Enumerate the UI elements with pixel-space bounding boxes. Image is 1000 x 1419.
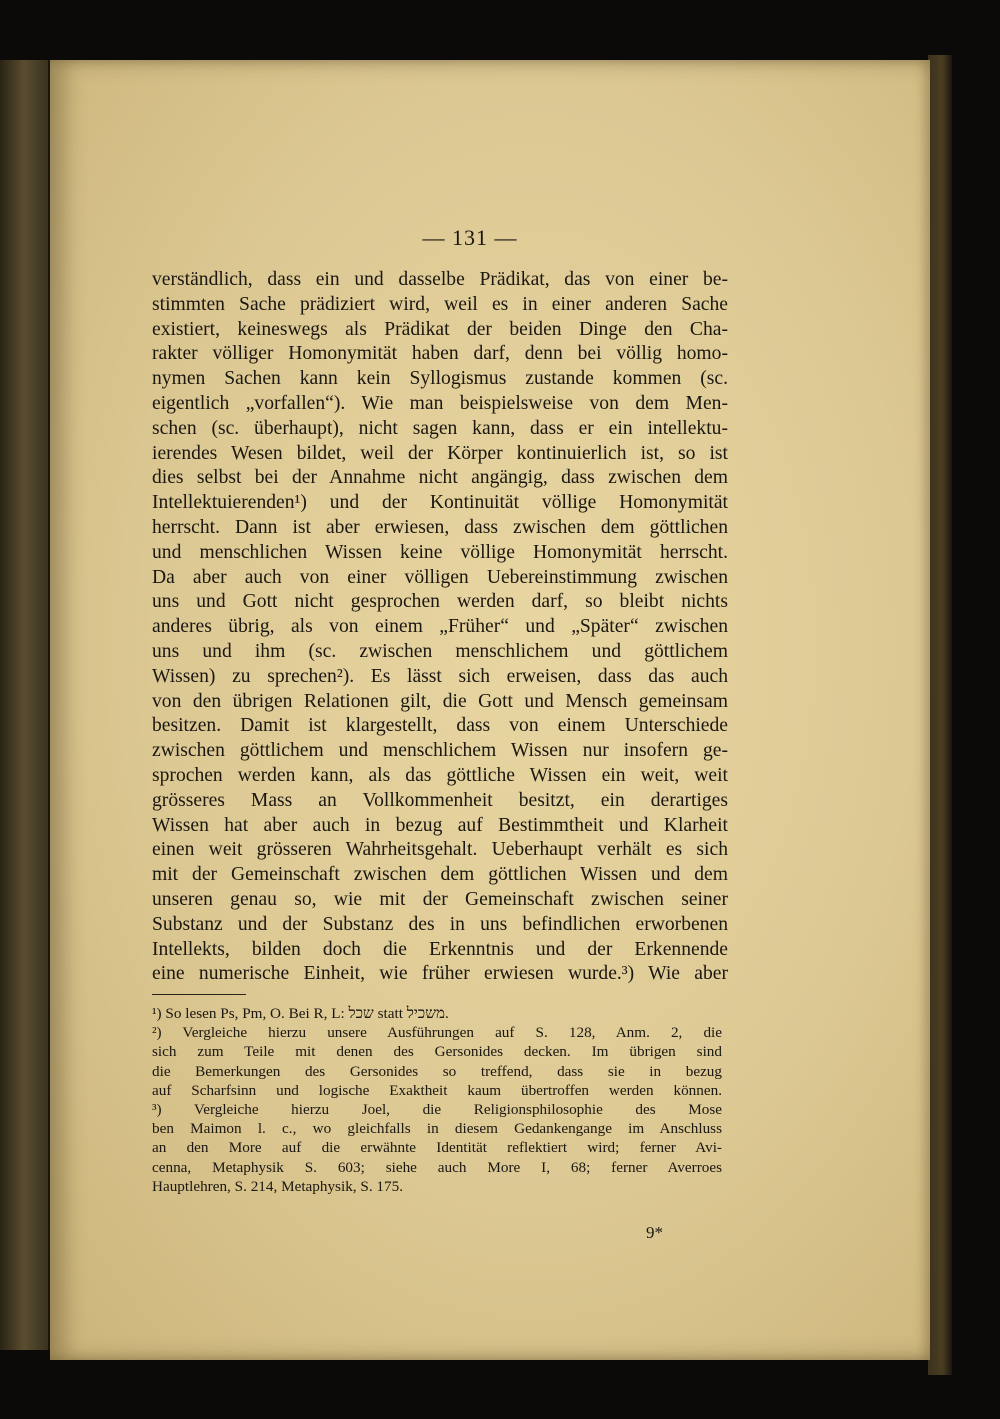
- body-line: Intellekts, bilden doch die Erkenntnis und der Erkennende: [152, 938, 728, 960]
- footnote-line: ben Maimon l. c., wo gleichfalls in diesem Gedankengange im Anschluss: [152, 1120, 722, 1138]
- body-line: und menschlichen Wissen keine völlige Homonymität herrscht.: [152, 541, 728, 563]
- body-line: uns und ihm (sc. zwischen menschlichem und göttlichem: [152, 640, 728, 662]
- body-line: schen (sc. überhaupt), nicht sagen kann, dass er ein intellektu-: [152, 417, 728, 439]
- body-line: sprochen werden kann, als das göttliche Wissen ein weit, weit: [152, 764, 728, 786]
- body-line: dies selbst bei der Annahme nicht angängig, dass zwischen dem: [152, 467, 728, 489]
- footnote-divider: [152, 994, 246, 995]
- body-line: ierendes Wesen bildet, weil der Körper kontinuierlich ist, so ist: [152, 442, 728, 464]
- footnote-line: an den More auf die erwähnte Identität reflektiert wird; ferner Avi-: [152, 1139, 722, 1157]
- body-line: von den übrigen Relationen gilt, die Gott und Mensch gemeinsam: [152, 690, 728, 712]
- body-line: existiert, keineswegs als Prädikat der beiden Dinge den Cha-: [152, 318, 728, 340]
- footnote-line: cenna, Metaphysik S. 603; siehe auch More I, 68; ferner Averroes: [152, 1158, 722, 1176]
- page-number: — 131 —: [422, 225, 518, 250]
- footnote-line: Hauptlehren, S. 214, Metaphysik, S. 175.: [152, 1177, 403, 1195]
- left-page-edge: [0, 60, 50, 1350]
- body-text: [152, 268, 728, 987]
- body-line: Wissen) zu sprechen²). Es lässt sich erweisen, dass das auch: [152, 665, 728, 687]
- body-line: eigentlich „vorfallen“). Wie man beispielsweise von dem Men-: [152, 392, 728, 414]
- body-line: zwischen göttlichem und menschlichem Wissen nur insofern ge-: [152, 740, 728, 762]
- body-line: stimmten Sache prädiziert wird, weil es in einer anderen Sache: [152, 293, 728, 315]
- body-line: mit der Gemeinschaft zwischen dem göttlichen Wissen und dem: [152, 864, 728, 886]
- footnotes: [152, 1004, 722, 1196]
- body-line: nymen Sachen kann kein Syllogismus zustande kommen (sc.: [152, 368, 728, 390]
- footnote-line: ¹) So lesen Ps, Pm, O. Bei R, L: שכל statt משכיל.: [152, 1005, 449, 1022]
- footnote-line: ²) Vergleiche hierzu unsere Ausführungen auf S. 128, Anm. 2, die: [152, 1024, 722, 1042]
- footnote-line: die Bemerkungen des Gersonides so treffend, dass sie in bezug: [152, 1062, 722, 1080]
- book-page: [50, 60, 930, 1360]
- body-line: uns und Gott nicht gesprochen werden darf, so bleibt nichts: [152, 591, 728, 613]
- body-line: herrscht. Dann ist aber erwiesen, dass zwischen dem göttlichen: [152, 516, 728, 538]
- footnote-line: auf Scharfsinn und logische Exaktheit kaum übertroffen werden können.: [152, 1081, 722, 1099]
- body-line: Intellektuierenden¹) und der Kontinuität völlige Homonymität: [152, 492, 728, 514]
- body-line: verständlich, dass ein und dasselbe Prädikat, das von einer be-: [152, 269, 728, 290]
- body-line: grösseres Mass an Vollkommenheit besitzt, ein derartiges: [152, 789, 728, 811]
- signature-mark: 9*: [646, 1223, 663, 1242]
- body-line: Da aber auch von einer völligen Uebereinstimmung zwischen: [152, 566, 728, 588]
- body-line: besitzen. Damit ist klargestellt, dass von einem Unterschiede: [152, 715, 728, 737]
- footnote-line: ³) Vergleiche hierzu Joel, die Religionsphilosophie des Mose: [152, 1101, 722, 1119]
- body-line: Wissen hat aber auch in bezug auf Bestimmtheit und Klarheit: [152, 814, 728, 836]
- book-fore-edge: [928, 55, 952, 1375]
- body-line: unseren genau so, wie mit der Gemeinschaft zwischen seiner: [152, 888, 728, 910]
- body-line: einen weit grösseren Wahrheitsgehalt. Ueberhaupt verhält es sich: [152, 839, 728, 861]
- body-line: Substanz und der Substanz des in uns befindlichen erworbenen: [152, 913, 728, 935]
- body-line: anderes übrig, als von einem „Früher“ und „Später“ zwischen: [152, 616, 728, 638]
- body-line: rakter völliger Homonymität haben darf, denn bei völlig homo-: [152, 343, 728, 365]
- footnote-line: sich zum Teile mit denen des Gersonides decken. Im übrigen sind: [152, 1043, 722, 1061]
- body-line: eine numerische Einheit, wie früher erwiesen wurde.³) Wie aber: [152, 963, 728, 985]
